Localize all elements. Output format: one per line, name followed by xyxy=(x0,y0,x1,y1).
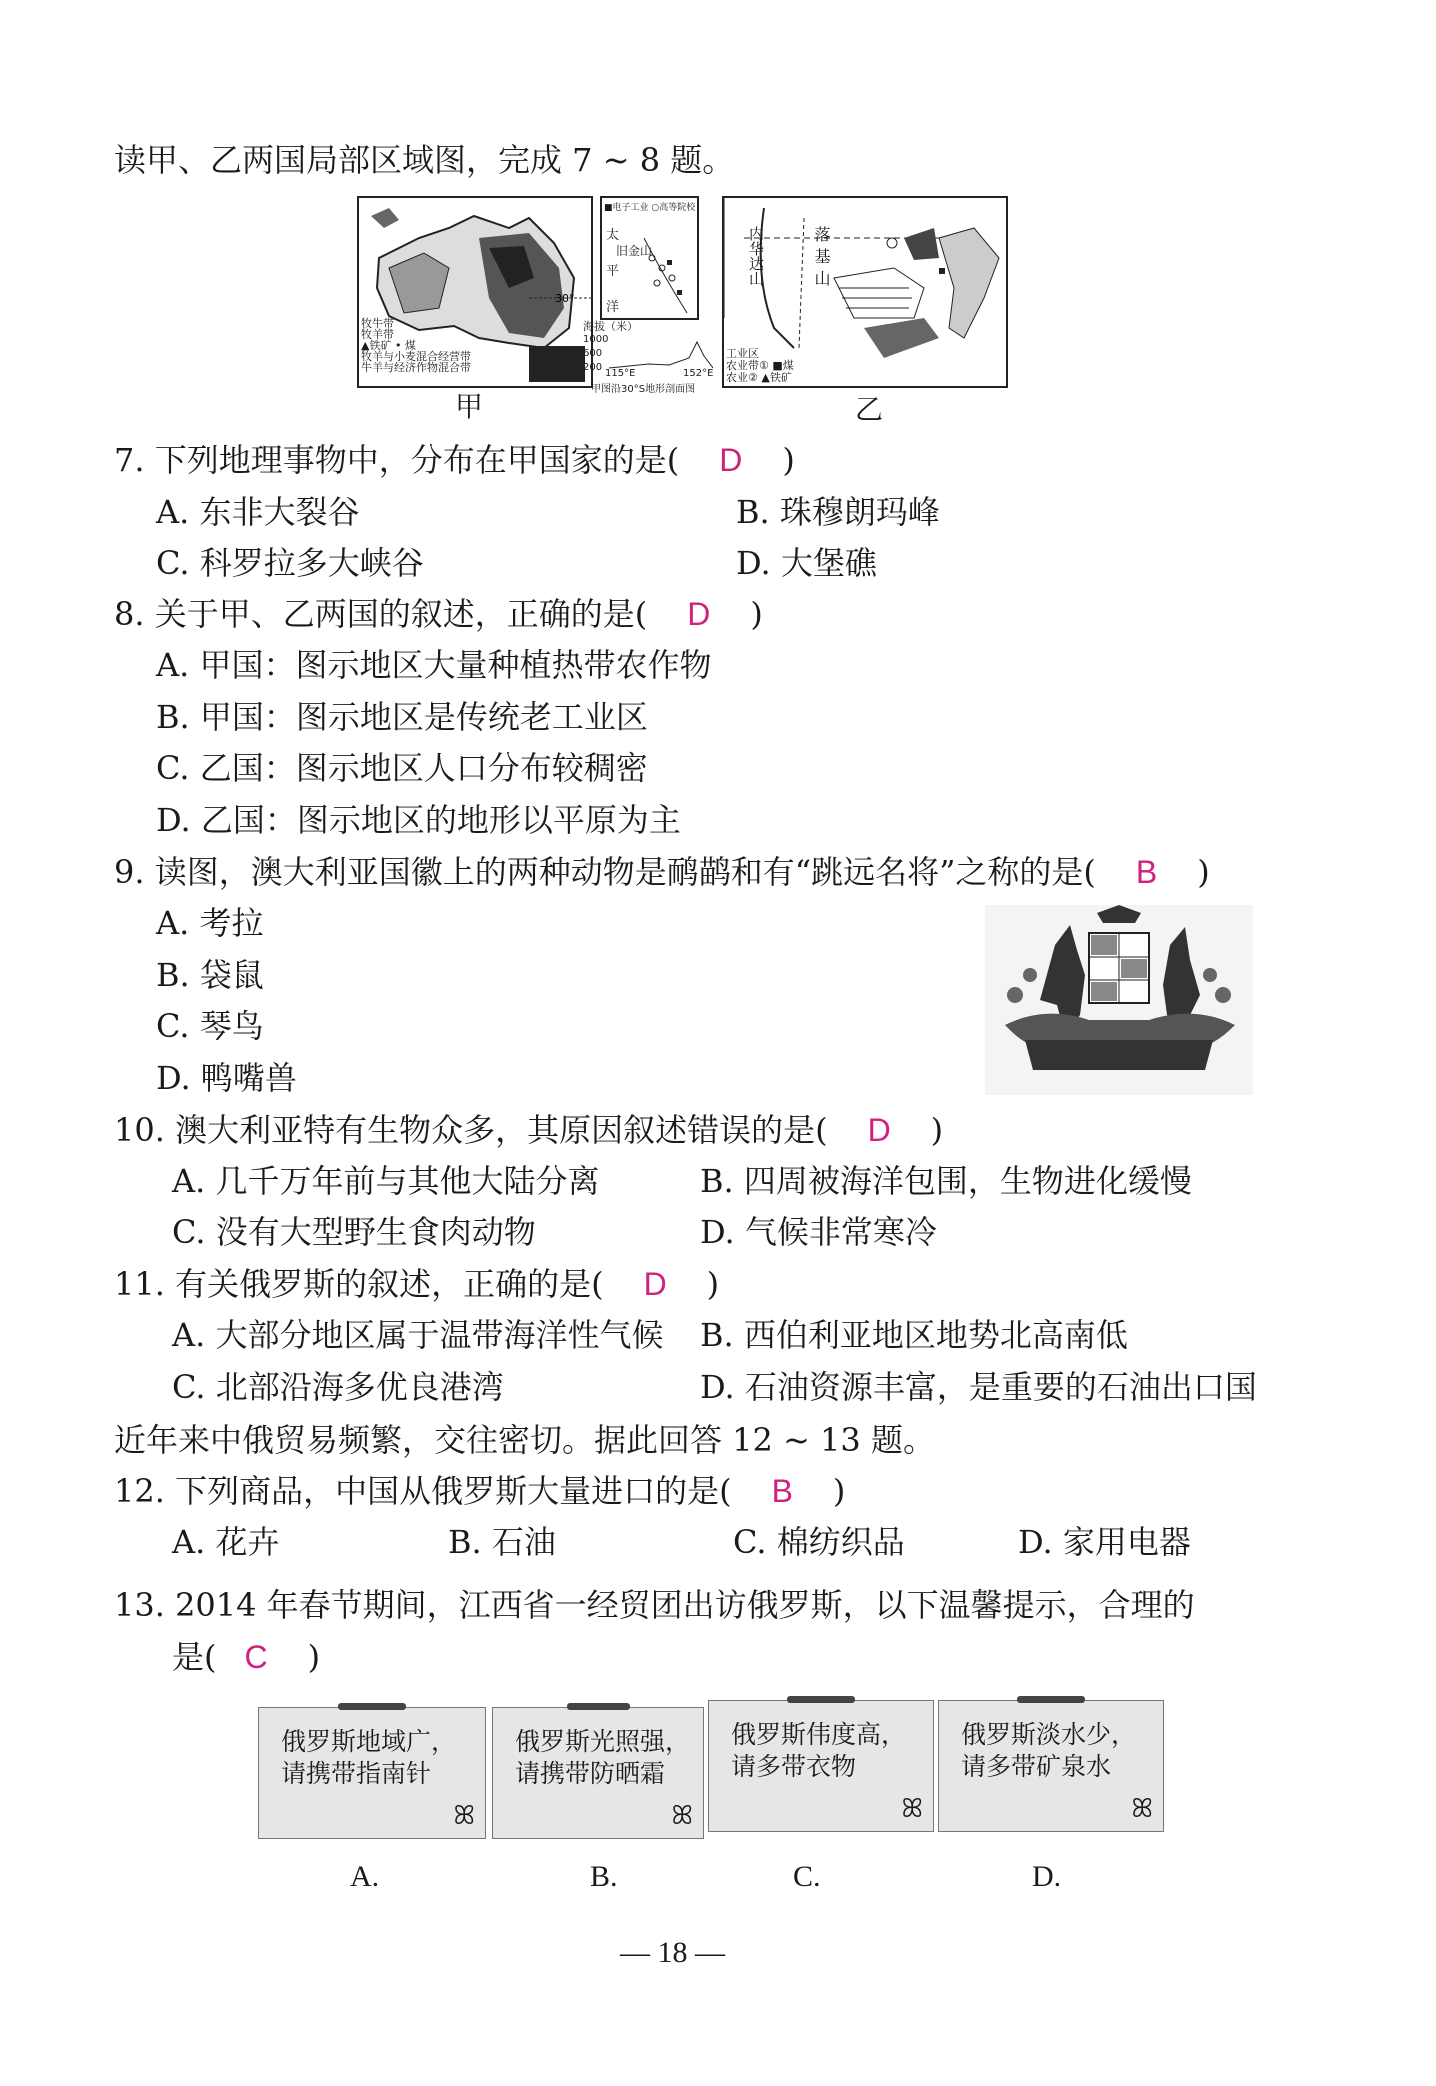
map-yi xyxy=(722,196,1008,388)
tip-line: 俄罗斯地域广， xyxy=(281,1727,457,1756)
tip-card-b xyxy=(492,1707,704,1839)
paren-close: ) xyxy=(1197,853,1210,891)
tip-line: 俄罗斯光照强， xyxy=(515,1727,691,1756)
paren-close: ) xyxy=(706,1265,720,1303)
question-7 xyxy=(114,440,795,480)
option-8a: A. 甲国：图示地区大量种植热带农作物 xyxy=(156,646,712,684)
tip-line: 请携带防晒霜 xyxy=(515,1759,666,1788)
answer: D xyxy=(719,442,743,478)
answer: C xyxy=(244,1639,268,1675)
legend-item: 农业② xyxy=(726,371,758,384)
option-9c: C. 琴鸟 xyxy=(156,1007,264,1045)
paren-close: ) xyxy=(307,1638,321,1676)
option-11c: C. 北部沿海多优良港湾 xyxy=(172,1368,504,1406)
question-stem: 12. 下列商品，中国从俄罗斯大量进口的是( xyxy=(114,1472,732,1510)
profile-x-end: 152°E xyxy=(683,368,714,379)
option-12c: C. 棉纺织品 xyxy=(733,1523,905,1561)
option-7a: A. 东非大裂谷 xyxy=(156,493,360,531)
option-11a: A. 大部分地区属于温带海洋性气候 xyxy=(172,1316,664,1354)
answer: D xyxy=(867,1112,891,1148)
tip-line: 俄罗斯伟度高， xyxy=(731,1720,907,1749)
profile-graphic xyxy=(609,328,713,370)
inset-word: 太 xyxy=(606,228,620,243)
label-rockies: 落基山 xyxy=(812,226,831,292)
question-13-line1: 13. 2014 年春节期间，江西省一经贸团出访俄罗斯，以下温馨提示，合理的 xyxy=(114,1586,1195,1624)
tip-line: 俄罗斯淡水少， xyxy=(961,1720,1137,1749)
tip-line: 请携带指南针 xyxy=(281,1759,432,1788)
option-10d: D. 气候非常寒冷 xyxy=(700,1213,937,1251)
legend-item: 牛羊与经济作物混合带 xyxy=(361,361,471,374)
question-stem: 是( xyxy=(172,1638,217,1676)
legend-item: ▲铁矿 • 煤 xyxy=(361,339,416,352)
option-10a: A. 几千万年前与其他大陆分离 xyxy=(172,1162,600,1200)
profile-tick: 1000 xyxy=(583,334,609,345)
map-jia-legend xyxy=(361,318,471,373)
option-12d: D. 家用电器 xyxy=(1018,1523,1191,1561)
card-label-a: A. xyxy=(350,1860,380,1893)
map-yi-label: 乙 xyxy=(855,393,884,426)
paren-close: ) xyxy=(832,1472,846,1510)
question-stem: 10. 澳大利亚特有生物众多，其原因叙述错误的是( xyxy=(114,1111,828,1149)
question-9 xyxy=(114,852,1210,892)
profile-tick: 200 xyxy=(583,362,603,373)
legend-item: 农业带① xyxy=(726,359,769,372)
answer: B xyxy=(1135,854,1158,890)
tip-line: 请多带衣物 xyxy=(731,1752,857,1781)
option-11b: B. 西伯利亚地区地势北高南低 xyxy=(700,1316,1128,1354)
butterfly-icon: ꕤ xyxy=(1131,1794,1153,1824)
legend-item: ■煤 xyxy=(772,359,794,372)
paren-close: ) xyxy=(750,595,763,633)
inset-word: 平 xyxy=(606,264,620,279)
option-9b: B. 袋鼠 xyxy=(156,956,264,994)
option-12b: B. 石油 xyxy=(448,1523,556,1561)
legend-item: 牧牛带 xyxy=(361,317,394,330)
inset-legend: ■电子工业 ○高等院校 xyxy=(604,203,696,213)
answer: D xyxy=(643,1266,667,1302)
map-yi-legend xyxy=(726,348,794,384)
profile-tick: 600 xyxy=(583,348,603,359)
legend-item: 牧羊与小麦混合经营带 xyxy=(361,350,471,363)
card-label-b: B. xyxy=(590,1860,618,1893)
paren-close: ) xyxy=(782,441,795,479)
option-9a: A. 考拉 xyxy=(156,904,264,942)
profile-title: 海拔（米） xyxy=(583,320,638,333)
profile-x-start: 115°E xyxy=(605,368,636,379)
option-7d: D. 大堡礁 xyxy=(736,544,877,582)
legend-item: 牧羊带 xyxy=(361,328,394,341)
option-10c: C. 没有大型野生食肉动物 xyxy=(172,1213,536,1251)
card-label-d: D. xyxy=(1032,1860,1062,1893)
option-8b: B. 甲国：图示地区是传统老工业区 xyxy=(156,698,648,736)
option-9d: D. 鸭嘴兽 xyxy=(156,1059,297,1097)
question-stem: 9. 读图，澳大利亚国徽上的两种动物是鸸鹋和有“跳远名将”之称的是( xyxy=(114,853,1096,891)
inset-city: 旧金山 xyxy=(616,244,653,258)
profile-caption: 甲图沿30°S地形剖面图 xyxy=(591,384,696,395)
australia-coat-of-arms-image xyxy=(985,905,1253,1095)
option-8d: D. 乙国：图示地区的地形以平原为主 xyxy=(156,801,681,839)
butterfly-icon: ꕤ xyxy=(453,1801,475,1831)
option-8c: C. 乙国：图示地区人口分布较稠密 xyxy=(156,749,648,787)
question-stem: 11. 有关俄罗斯的叙述，正确的是( xyxy=(114,1265,604,1303)
card-label-c: C. xyxy=(793,1860,821,1893)
tip-card-c xyxy=(708,1700,934,1832)
question-13-line2 xyxy=(172,1637,320,1677)
question-10 xyxy=(114,1110,943,1150)
tip-card-d xyxy=(938,1700,1164,1832)
svg-text:30°: 30° xyxy=(555,292,575,305)
inset-word: 洋 xyxy=(606,300,620,315)
option-12a: A. 花卉 xyxy=(172,1523,280,1561)
question-8 xyxy=(114,594,763,634)
legend-item: ▲铁矿 xyxy=(761,371,792,384)
profile-chart xyxy=(583,318,714,395)
intro-12-13: 近年来中俄贸易频繁，交往密切。据此回答 12 ~ 13 题。 xyxy=(114,1421,935,1459)
inset-map xyxy=(600,196,699,320)
map-jia-label: 甲 xyxy=(455,390,484,423)
question-stem: 7. 下列地理事物中，分布在甲国家的是( xyxy=(114,441,680,479)
tip-line: 请多带矿泉水 xyxy=(961,1752,1112,1781)
paren-close: ) xyxy=(930,1111,944,1149)
butterfly-icon: ꕤ xyxy=(671,1801,693,1831)
option-11d: D. 石油资源丰富，是重要的石油出口国 xyxy=(700,1368,1257,1406)
legend-item: 工业区 xyxy=(726,347,759,360)
label-nevada: 内华达山 xyxy=(747,226,765,286)
page-number: — 18 — xyxy=(620,1936,725,1969)
inset-dots-graphic xyxy=(642,238,692,313)
question-stem: 8. 关于甲、乙两国的叙述，正确的是( xyxy=(114,595,648,633)
butterfly-icon: ꕤ xyxy=(901,1794,923,1824)
map-jia xyxy=(357,196,593,388)
option-7c: C. 科罗拉多大峡谷 xyxy=(156,544,424,582)
answer: B xyxy=(771,1473,793,1509)
intro-7-8: 读甲、乙两国局部区域图，完成 7 ~ 8 题。 xyxy=(114,141,735,179)
answer: D xyxy=(687,596,711,632)
question-12 xyxy=(114,1471,845,1511)
option-7b: B. 珠穆朗玛峰 xyxy=(736,493,940,531)
tip-card-a xyxy=(258,1707,486,1839)
question-11 xyxy=(114,1264,719,1304)
option-10b: B. 四周被海洋包围，生物进化缓慢 xyxy=(700,1162,1192,1200)
